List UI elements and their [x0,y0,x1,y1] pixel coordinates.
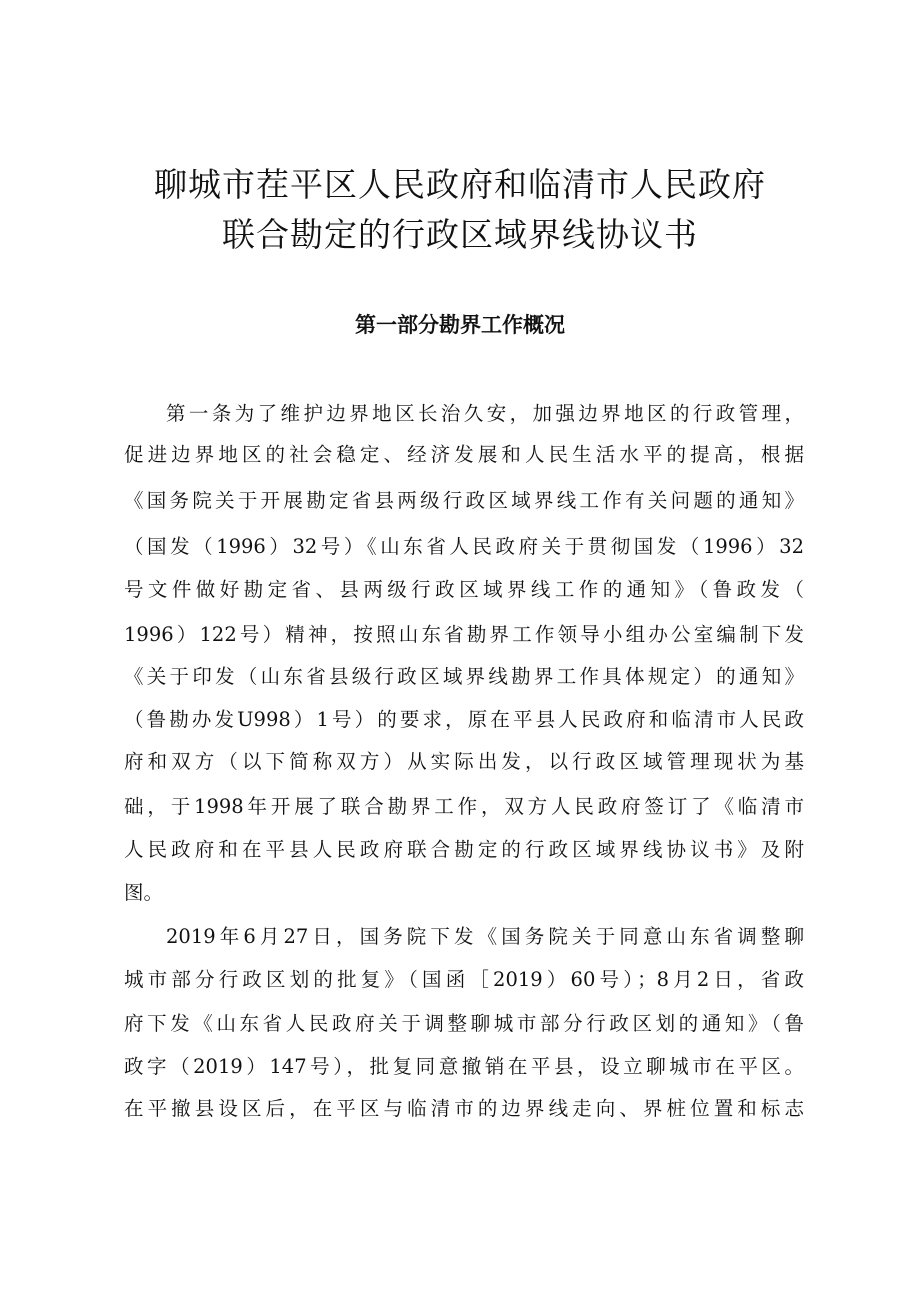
paragraph-2-line-1: 2019年6月27日，国务院下发《国务院关于同意山东省调整聊 [166,925,804,948]
paragraph-2-line-4: 政字（2019）147号），批复同意撤销在平县，设立聊城市在平区。 [124,1055,804,1078]
paragraph-1-line-3: 《国务院关于开展勘定省县两级行政区域界线工作有关问题的通知》 [124,489,804,512]
paragraph-1-line-8: （鲁勘办发U998）1号）的要求，原在平县人民政府和临清市人民政 [124,708,804,731]
paragraph-1-line-2: 促进边界地区的社会稳定、经济发展和人民生活水平的提高，根据 [124,443,804,466]
document-title-line-2: 联合勘定的行政区域界线协议书 [222,215,698,254]
paragraph-1-line-6: 1996）122号）精神，按照山东省勘界工作领导小组办公室编制下发 [124,623,804,646]
paragraph-1-line-1: 第一条为了维护边界地区长治久安，加强边界地区的行政管理， [166,402,804,425]
paragraph-2-line-3: 府下发《山东省人民政府关于调整聊城市部分行政区划的通知》（鲁 [124,1012,804,1035]
paragraph-1-line-11: 人民政府和在平县人民政府联合勘定的行政区域界线协议书》及附 [124,838,804,861]
paragraph-2-line-2: 城市部分行政区划的批复》（国函［2019）60号）；8月2日，省政 [124,968,804,991]
section-heading: 第一部分勘界工作概况 [355,313,565,337]
paragraph-1-line-9: 府和双方（以下简称双方）从实际出发，以行政区域管理现状为基 [124,750,804,773]
paragraph-2-line-5: 在平撤县设区后，在平区与临清市的边界线走向、界桩位置和标志 [124,1097,804,1120]
document-title-line-1: 聊城市茬平区人民政府和临清市人民政府 [154,165,766,204]
paragraph-1-line-5: 号文件做好勘定省、县两级行政区域界线工作的通知》（鲁政发（ [124,578,804,601]
paragraph-1-line-7: 《关于印发（山东省县级行政区域界线勘界工作具体规定）的通知》 [124,665,804,688]
paragraph-1-line-12: 图。 [124,881,164,904]
paragraph-1-line-4: （国发（1996）32号）《山东省人民政府关于贯彻国发（1996）32 [124,535,804,558]
paragraph-1-line-10: 础，于1998年开展了联合勘界工作，双方人民政府签订了《临清市 [124,795,804,818]
